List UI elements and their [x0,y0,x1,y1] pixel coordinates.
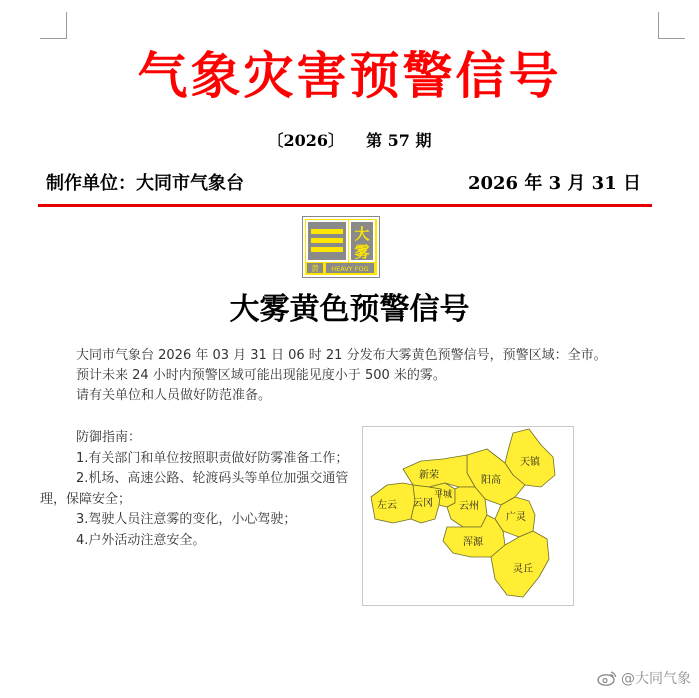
guide-item: 1.有关部门和单位按照职责做好防雾准备工作； [76,450,349,466]
issue-number: 第 57 期 [366,131,432,150]
map-label-tianzhen: 天镇 [520,457,540,468]
region-xinrong [403,455,475,487]
paragraph-forecast: 预计未来 24 小时内预警区域可能出现能见度小于 500 米的雾。 [76,368,446,383]
issuer-label: 制作单位：大同市气象台 [46,173,244,194]
weibo-watermark [597,668,691,688]
guide-title: 防御指南： [76,430,142,445]
map-label-guangling: 广灵 [506,512,526,523]
map-label-pingcheng: 平城 [433,490,453,500]
map-label-yungang: 云冈 [413,498,433,509]
issue-year: 〔2026〕 [267,131,345,150]
map-label-yunzhou: 云州 [459,501,479,512]
icon-glyph-bottom: 雾 [354,243,370,261]
warning-title: 大雾黄色预警信号 [229,292,470,327]
weibo-icon [597,670,617,686]
fog-warning-icon [302,216,380,278]
paragraph-release: 大同市气象台 2026 年 03 月 31 日 06 时 21 分发布大雾黄色预警信号，预警区域：全市。 [76,348,607,363]
corner-mark-right [658,12,685,39]
defense-guide [40,428,356,551]
corner-mark-left [40,12,67,39]
icon-caption-cn: 黄 [311,264,319,274]
map-label-xinrong: 新荣 [419,470,439,481]
paragraph-request: 请有关单位和人员做好防范准备。 [76,388,272,403]
map-label-yanggao: 阳高 [481,475,501,486]
guide-item: 4.户外活动注意安全。 [76,532,206,548]
map-label-lingqiu: 灵丘 [513,564,533,575]
watermark-text: @大同气象 [621,671,691,687]
issue-date: 2026 年 3 月 31 日 [467,173,641,194]
map-label-hunyuan: 浑源 [463,537,483,548]
map-label-zuoyun: 左云 [377,500,397,511]
warning-area-map [362,426,574,606]
warning-body [40,346,620,406]
icon-caption-en: HEAVY FOG [331,265,369,273]
red-divider [38,204,652,207]
guide-item: 3.驾驶人员注意雾的变化，小心驾驶； [76,512,297,527]
issue-line [0,130,699,152]
guide-item: 2.机场、高速公路、轮渡码头等单位加强交通管理，保障安全； [40,471,349,507]
icon-glyph-top: 大 [354,225,370,243]
masthead-title: 气象灾害预警信号 [137,46,562,105]
